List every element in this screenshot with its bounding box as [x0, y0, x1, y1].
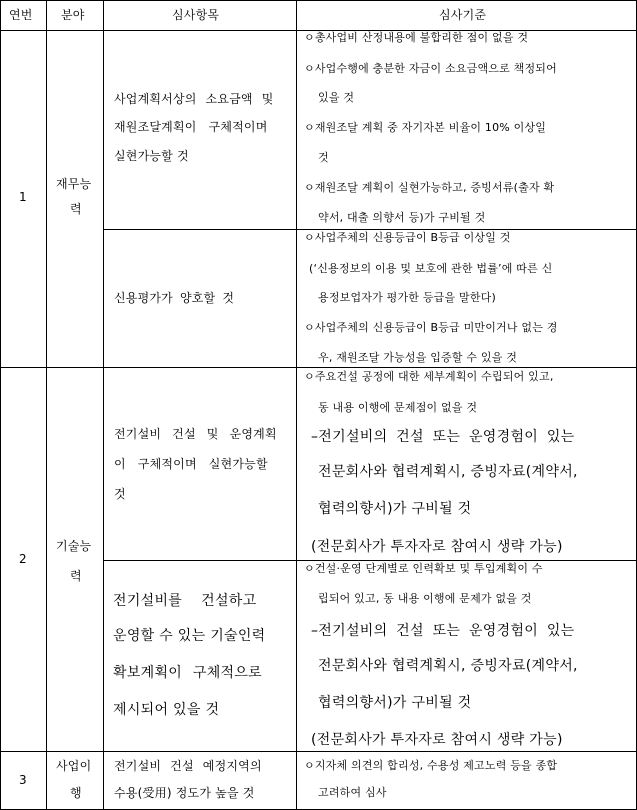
s1-row2-item-line-1: 신용평가가 양호할 것 — [114, 291, 235, 305]
row-divider-2a-2b — [103, 560, 637, 561]
s1-row1-item-line-3: 실현가능할 것 — [114, 149, 189, 163]
border-top — [0, 0, 637, 1]
s2-row1-item-line-3: 것 — [114, 487, 126, 501]
s1-row1-item-line-2: 재원조달계획이 구체적이며 — [114, 120, 268, 134]
s2-row2-criteria-line-1: ㅇ건설·운영 단계별로 인력확보 및 투입계획이 수 — [304, 562, 543, 575]
s3-row1-item-line-2: 수용(受用) 정도가 높을 것 — [114, 786, 255, 800]
col-divider-item-criteria — [296, 0, 297, 810]
s3-row1-criteria-line-2: 고려하여 심사 — [318, 786, 387, 799]
s2-row1-criteria-large-line-2: 전문회사와 협력계획시, 증빙자료(계약서, — [318, 464, 578, 480]
s2-row1-item-line-1: 전기설비 건설 및 운영계획 — [114, 427, 277, 441]
s2-row1-criteria-large-line-1: –전기설비의 건설 또는 운영경험이 있는 — [311, 429, 575, 445]
section-divider-2-3 — [0, 751, 637, 752]
s2-row2-criteria-large-line-1: –전기설비의 건설 또는 운영경험이 있는 — [311, 623, 575, 639]
s1-row1-criteria-line-6: ㅇ재원조달 계획이 실현가능하고, 증빙서류(출자 확 — [304, 181, 555, 194]
border-left — [0, 0, 1, 810]
header-no: 연번 — [9, 8, 33, 22]
header-field: 분야 — [61, 8, 85, 22]
section-2-no: 2 — [19, 552, 27, 566]
s1-row2-criteria-line-5: 우, 재원조달 가능성을 입증할 수 있을 것 — [318, 351, 518, 364]
s1-row2-criteria-line-1: ㅇ사업주체의 신용등급이 B등급 이상일 것 — [304, 231, 511, 244]
section-2-field-line-1: 기술능 — [56, 539, 92, 553]
s1-row2-criteria-line-2: (‘신용정보의 이용 및 보호에 관한 법률’에 따른 신 — [309, 262, 553, 275]
col-divider-field-item — [103, 0, 104, 810]
header-item: 심사항목 — [172, 8, 220, 22]
s2-row1-criteria-large-line-4: (전문회사가 투자자로 참여시 생략 가능) — [311, 539, 563, 555]
section-3-field-line-1: 사업이 — [56, 759, 92, 773]
section-divider-1-2 — [0, 367, 637, 368]
s2-row2-criteria-large-line-4: (전문회사가 투자자로 참여시 생략 가능) — [311, 732, 563, 748]
s2-row2-item-line-2: 운영할 수 있는 기술인력 — [113, 628, 266, 644]
s2-row2-item-line-1: 전기설비를 건설하고 — [113, 593, 257, 609]
s2-row1-criteria-line-1: ㅇ주요건설 공정에 대한 세부계획이 수립되어 있고, — [304, 370, 554, 383]
s2-row1-criteria-large-line-3: 협력의향서)가 구비될 것 — [318, 501, 472, 517]
header-criteria: 심사기준 — [439, 8, 487, 22]
s1-row1-criteria-line-4: ㅇ재원조달 계획 중 자기자본 비율이 10% 이상일 — [304, 121, 547, 134]
s1-row1-criteria-line-5: 것 — [318, 151, 329, 164]
s1-row2-criteria-line-3: 용정보업자가 평가한 등급을 말한다) — [318, 291, 496, 304]
s1-row1-item-line-1: 사업계획서상의 소요금액 및 — [114, 92, 274, 106]
s2-row2-criteria-large-line-2: 전문회사와 협력계획시, 증빙자료(계약서, — [318, 658, 578, 674]
s2-row1-criteria-line-2: 동 내용 이행에 문제점이 없을 것 — [318, 401, 478, 414]
s1-row2-criteria-line-4: ㅇ사업주체의 신용등급이 B등급 미만이거나 없는 경 — [304, 321, 558, 334]
section-3-field-line-2: 행 — [70, 786, 82, 800]
s2-row1-item-line-2: 이 구체적이며 실현가능할 — [114, 457, 268, 471]
s1-row1-criteria-line-7: 약서, 대출 의향서 등)가 구비될 것 — [318, 211, 486, 224]
section-2-field-line-2: 력 — [70, 569, 82, 583]
s3-row1-criteria-line-1: ㅇ지자체 의견의 합리성, 수용성 제고노력 등을 종합 — [304, 759, 558, 772]
section-1-no: 1 — [19, 190, 27, 204]
s1-row1-criteria-line-3: 있을 것 — [318, 91, 355, 104]
s1-row1-criteria-line-2: ㅇ사업수행에 충분한 자금이 소요금액으로 책정되어 — [304, 62, 557, 75]
section-3-no: 3 — [19, 773, 27, 787]
row-divider-1a-1b — [103, 229, 637, 230]
s2-row2-item-line-3: 확보계획이 구체적으로 — [113, 665, 262, 681]
s3-row1-item-line-1: 전기설비 건설 예정지역의 — [114, 759, 262, 773]
section-1-field-line-2: 력 — [70, 202, 82, 216]
s2-row2-criteria-large-line-3: 협력의향서)가 구비될 것 — [318, 695, 472, 711]
s2-row2-item-line-4: 제시되어 있을 것 — [113, 702, 220, 718]
col-divider-no-field — [46, 0, 47, 810]
s1-row1-criteria-line-1: ㅇ총사업비 산정내용에 불합리한 점이 없을 것 — [304, 31, 529, 44]
section-1-field-line-1: 재무능 — [56, 177, 92, 191]
s2-row2-criteria-line-2: 립되어 있고, 동 내용 이행에 문제가 없을 것 — [318, 592, 532, 605]
